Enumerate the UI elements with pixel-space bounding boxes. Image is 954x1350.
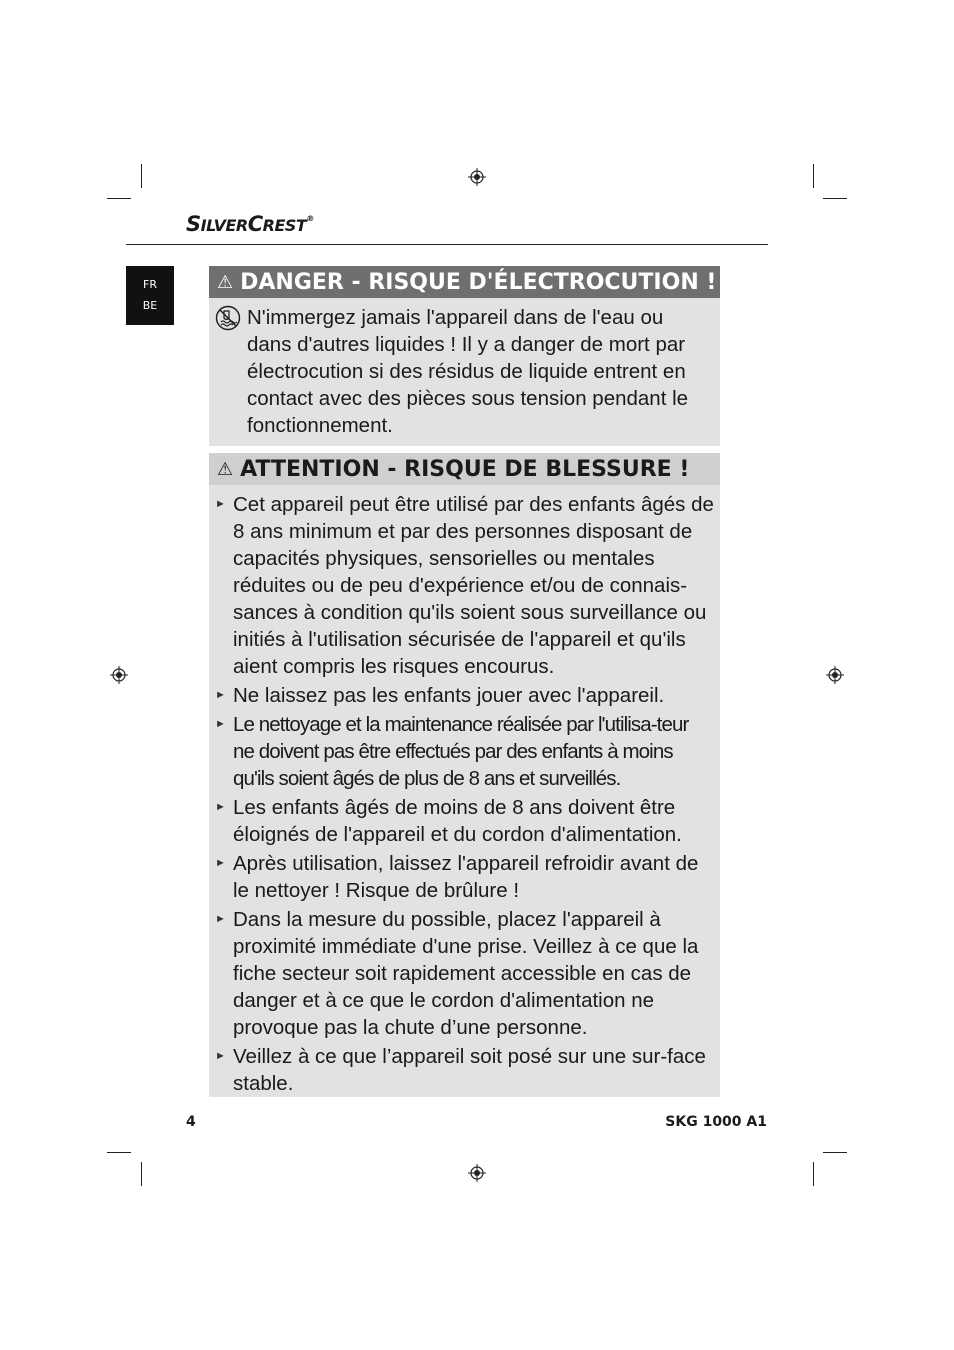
list-item: ► Ne laissez pas les enfants jouer avec l'appareil. [215, 684, 665, 707]
crop-mark [141, 164, 142, 188]
language-tab [126, 266, 174, 325]
do-not-immerse-icon [215, 305, 241, 331]
list-item: ► Le nettoyage et la maintenance réalisée par l'utilisa-teur ne doivent pas être effectués par des enfants à moins qu'ils soient âgés de plus de 8 ans et surveillés. [215, 713, 689, 790]
attention-box [209, 453, 720, 1097]
bullet-arrow-icon: ► [215, 718, 226, 730]
crop-mark [141, 1162, 142, 1186]
bullet-arrow-icon: ► [215, 913, 226, 925]
page-number: 4 [186, 1114, 196, 1130]
attention-title [209, 453, 720, 485]
registration-mark-icon [468, 168, 486, 186]
registration-mark-icon [826, 666, 844, 684]
danger-text: N'immergez jamais l'appareil dans de l'eau ou dans d'autres liquides ! Il y a danger de mort par électrocution si des résidus de liquide entrent en contact avec des pièces sous tension pendant le fonctionnement. [247, 306, 689, 437]
crop-mark [823, 198, 847, 199]
crop-mark [823, 1152, 847, 1153]
attention-title-text: ATTENTION - RISQUE DE BLESSURE ! [240, 456, 690, 482]
registration-mark-icon [110, 666, 128, 684]
language-code: FR [143, 278, 157, 291]
crop-mark [813, 164, 814, 188]
brand-logo: SILVERCREST® [186, 212, 314, 236]
danger-box [209, 266, 720, 446]
warning-icon: ⚠ [217, 458, 234, 480]
crop-mark [107, 198, 131, 199]
danger-body [209, 298, 720, 445]
bullet-arrow-icon: ► [215, 1050, 226, 1062]
danger-title-text: DANGER - RISQUE D'ÉLECTROCUTION ! [240, 269, 717, 295]
bullet-arrow-icon: ► [215, 689, 226, 701]
list-item: ► Veillez à ce que l’appareil soit posé sur une sur-face stable. [215, 1045, 706, 1095]
header-rule [126, 244, 768, 245]
list-item: ► Les enfants âgés de moins de 8 ans doivent être éloignés de l'appareil et du cordon d'alimentation. [215, 796, 682, 846]
registration-mark-icon [468, 1164, 486, 1182]
crop-mark [813, 1162, 814, 1186]
list-item: ► Après utilisation, laissez l'appareil refroidir avant de le nettoyer ! Risque de brûlure ! [215, 852, 699, 902]
crop-mark [107, 1152, 131, 1153]
warning-icon: ⚠ [217, 271, 234, 293]
language-code: BE [142, 299, 158, 312]
list-item: ► Dans la mesure du possible, placez l'appareil à proximité immédiate d'une prise. Veillez à ce que la fiche secteur soit rapidement accessible en cas de danger et à ce que le cordon d'alimentation ne provoque pas la chute d’une personne. [215, 908, 699, 1039]
bullet-arrow-icon: ► [215, 801, 226, 813]
bullet-arrow-icon: ► [215, 857, 226, 869]
safety-list [209, 485, 720, 1101]
model-number: SKG 1000 A1 [665, 1114, 767, 1130]
bullet-arrow-icon: ► [215, 498, 226, 510]
danger-title [209, 266, 720, 298]
list-item: ► Cet appareil peut être utilisé par des enfants âgés de 8 ans minimum et par des personnes disposant de capacités physiques, sensorielles ou mentales réduites ou de peu d'expérience et/ou de connais-sances à condition qu'ils soient sous surveillance ou initiés à l'utilisation sécurisée de l'appareil et qu'ils aient compris les risques encourus. [215, 493, 714, 678]
